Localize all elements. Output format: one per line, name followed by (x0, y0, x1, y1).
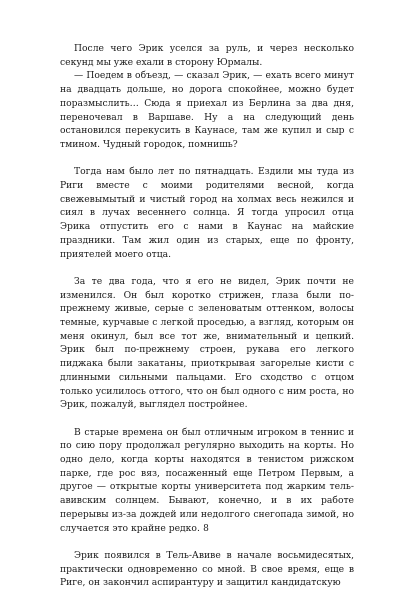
page-body-text (60, 42, 354, 590)
paragraph-gap (60, 535, 354, 549)
paragraph-gap (60, 412, 354, 426)
paragraph: Эрик появился в Тель-Авиве в начале восьмидесятых, практически одновременно со мной. В свое время, еще в Риге, он закончил аспирантуру и защитил кандидатскую (60, 549, 354, 589)
paragraph-gap (60, 152, 354, 166)
paragraph: — Поедем в объезд, — сказал Эрик, — ехать всего минут на двадцать дольше, но дорога спокойнее, можно будет поразмыслить… Сюда я приехал из Берлина за два дня, переночевал в Варшаве. Ну а на следующий день остановился перекусить в Каунасе, там же купил и сыр с тмином. Чудный городок, помнишь? (60, 70, 354, 150)
paragraph-gap (60, 261, 354, 275)
page-number: 8 (203, 524, 209, 534)
paragraph: За те два года, что я его не видел, Эрик почти не изменился. Он был коротко стрижен, глаза были по-прежнему живые, серые с зеленоватым оттенком, волосы темные, курчавые с легкой проседью, а взгляд, которым он меня окинул, был все тот же, внимательный и цепкий. Эрик был по-прежнему строен, рукава его легкого пиджака были закатаны, приоткрывая загорелые кисти с длинными сильными пальцами. Его сходство с отцом только усилилось оттого, что он был одного с ним роста, но Эрик, пожалуй, выглядел постройнее. (60, 275, 354, 411)
paragraph: Тогда нам было лет по пятнадцать. Ездили мы туда из Риги вместе с моими родителями весной, когда свежевымытый и чистый город на холмах весь нежился и сиял в лучах весеннего солнца. Я тогда упросил отца Эрика отпустить его с нами в Каунас на майские праздники. Там жил один из старых, еще по фронту, приятелей моего отца. (60, 166, 354, 260)
paragraph: В старые времена он был отличным игроком в теннис и по сию пору продолжал регулярно выходить на корты. Но одно дело, когда корты находятся в тенистом рижском парке, где рос вяз, посаженный еще Петром Первым, а другое — открытые корты университета под жарким тель-авивским солнцем. Бывают, конечно, и в их работе перерывы из-за дождей или недолгого снегопада зимой, но случается это крайне редко. (60, 426, 354, 534)
paragraph: После чего Эрик уселся за руль, и через несколько секунд мы уже ехали в сторону Юрмалы. (60, 43, 354, 68)
